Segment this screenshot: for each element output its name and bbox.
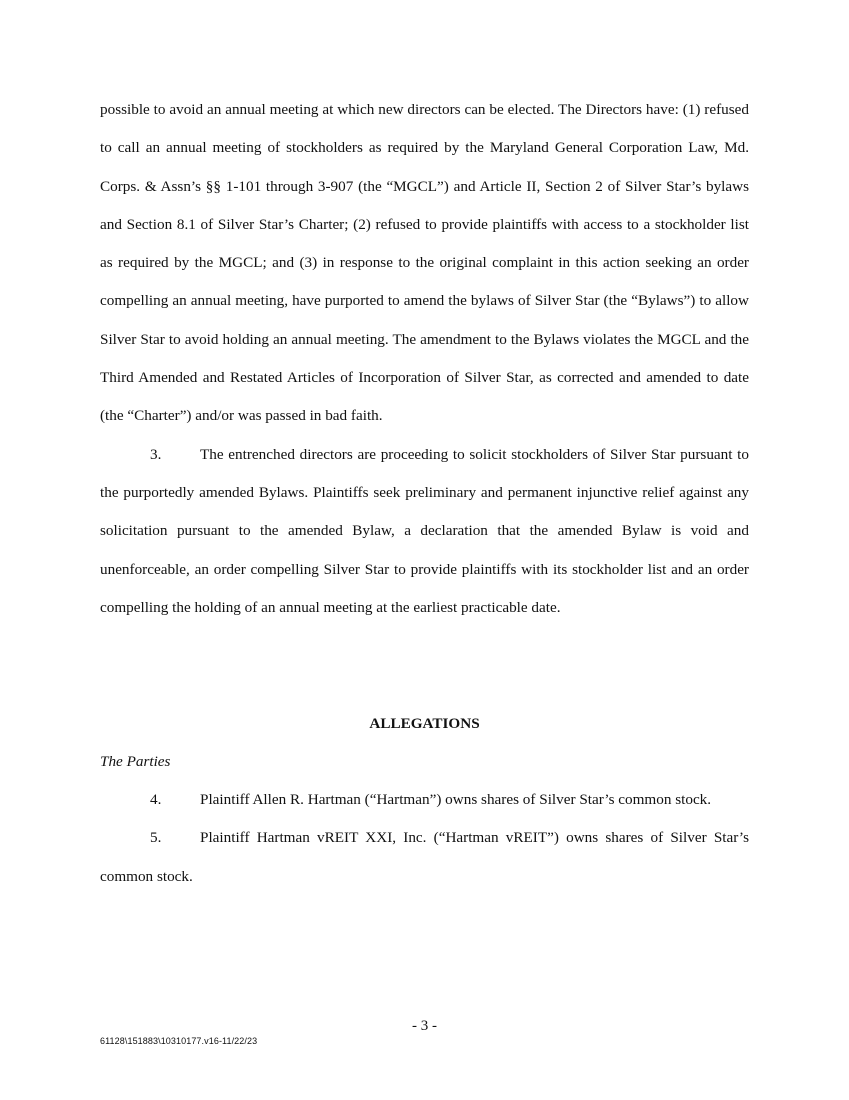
paragraph-4: [100, 781, 749, 819]
section-heading: ALLEGATIONS: [369, 715, 480, 732]
paragraph-4-text: Plaintiff Allen R. Hartman (“Hartman”) owns shares of Silver Star’s common stock.: [200, 791, 712, 808]
paragraph-4-number: 4.: [150, 791, 162, 808]
subsection-heading: The Parties: [100, 753, 171, 770]
document-id: 61128\151883\10310177.v16-11/22/23: [100, 1036, 258, 1046]
continued-paragraph: possible to avoid an annual meeting at which new directors can be elected. The Directors have: (1) refused to call an annual meeting of stockholders as required by the Maryland General Corporation Law, Md. Corps. & Assn’s §§ 1-101 through 3-907 (the “MGCL”) and Article II, Section 2 of Silver Star’s bylaws and Section 8.1 of Silver Star’s Charter; (2) refused to provide plaintiffs with access to a stockholder list as required by the MGCL; and (3) in response to the original complaint in this action seeking an order compelling an annual meeting, have purported to amend the bylaws of Silver Star (the “Bylaws”) to allow Silver Star to avoid holding an annual meeting. The amendment to the Bylaws violates the MGCL and the Third Amended and Restated Articles of Incorporation of Silver Star, as corrected and amended to date (the “Charter”) and/or was passed in bad faith.: [100, 101, 749, 425]
paragraph-5-text: Plaintiff Hartman vREIT XXI, Inc. (“Hartman vREIT”) owns shares of Silver Star’s common stock.: [100, 829, 749, 885]
body-upper: [100, 91, 749, 627]
body-lower: [100, 781, 749, 896]
paragraph-3-text: The entrenched directors are proceeding to solicit stockholders of Silver Star pursuant to the purportedly amended Bylaws. Plaintiffs seek preliminary and permanent injunctive relief against any solicitation pursuant to the amended Bylaw, a declaration that the amended Bylaw is void and unenforceable, an order compelling Silver Star to provide plaintiffs with its stockholder list and an order compelling the holding of an annual meeting at the earliest practicable date.: [100, 445, 749, 616]
paragraph-5-number: 5.: [150, 829, 162, 847]
paragraph-3-number: 3.: [150, 445, 162, 463]
paragraph-3: [100, 436, 749, 627]
page-number: - 3 -: [412, 1018, 437, 1034]
paragraph-5: [100, 819, 749, 896]
